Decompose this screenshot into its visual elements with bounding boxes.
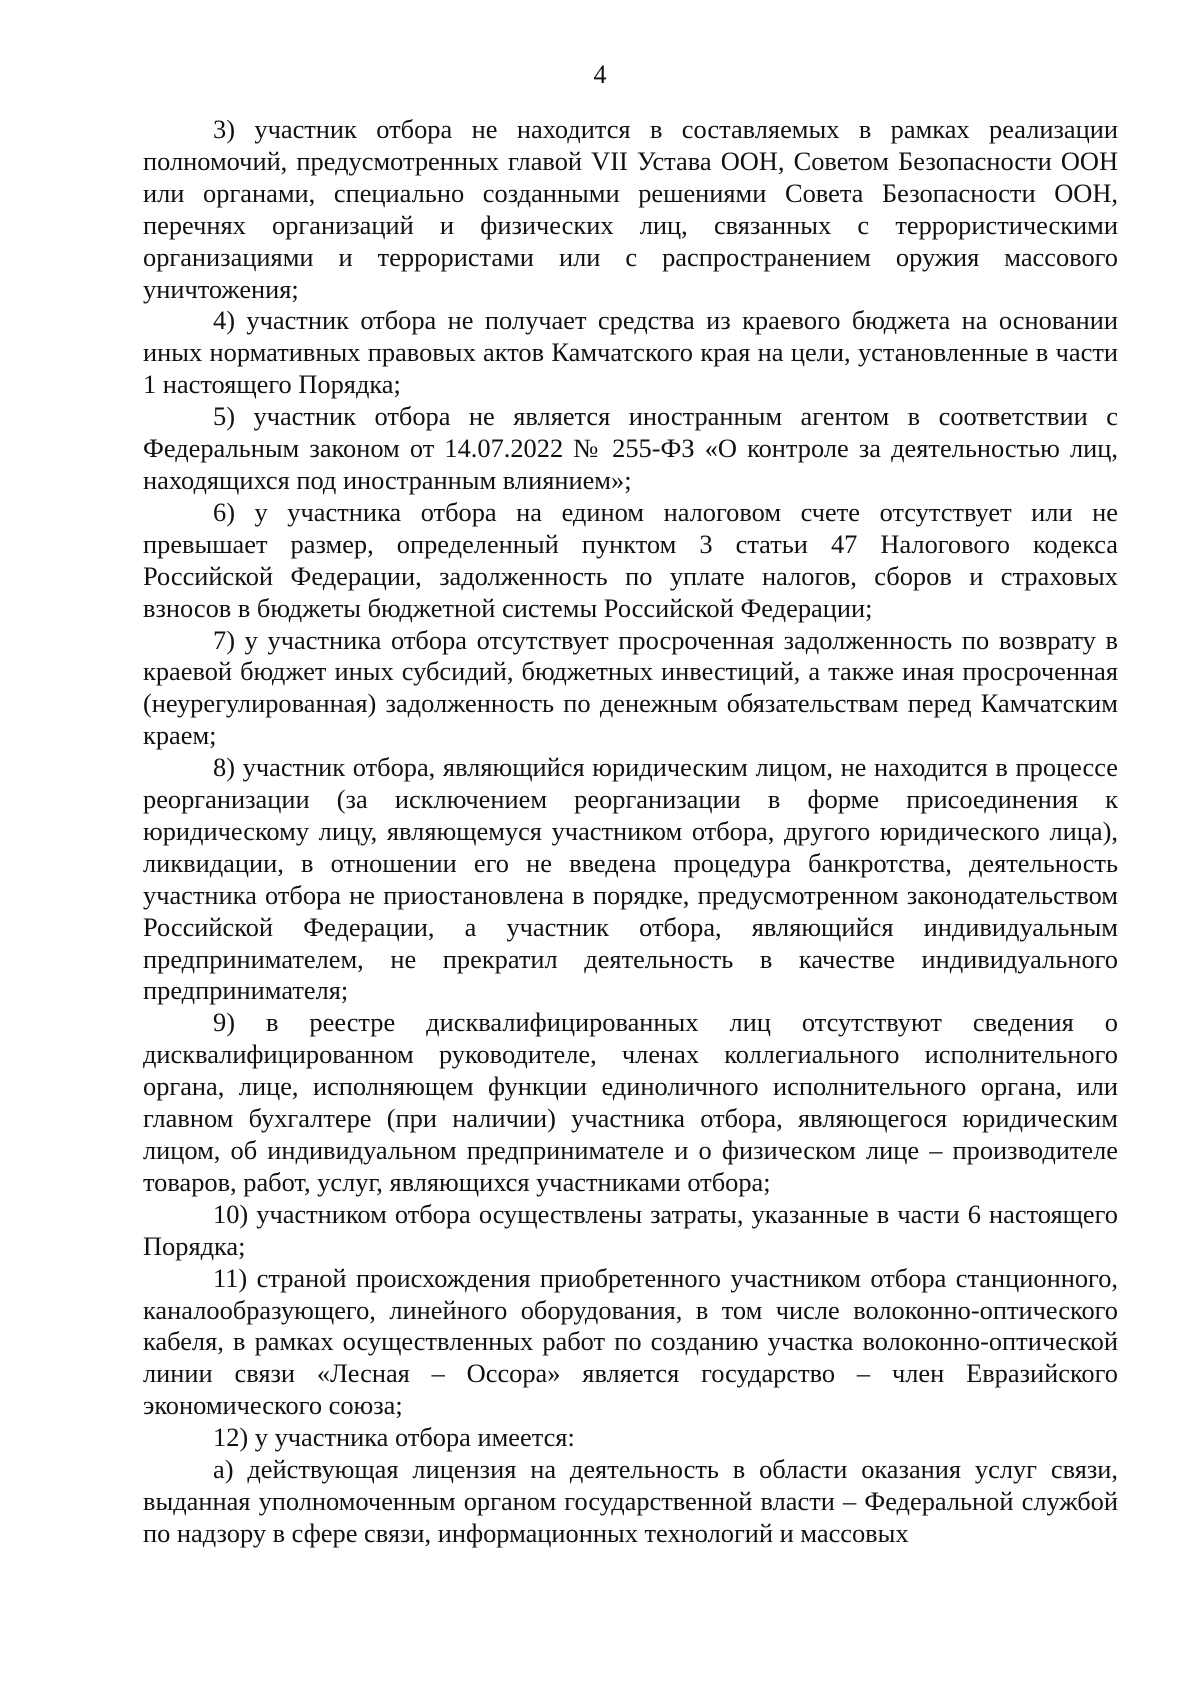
paragraph-subitem-a: а) действующая лицензия на деятельность в области оказания услуг связи, выданная уполномоченным органом государственной власти – Федеральной службой по надзору в сфере связи, информационных технологий и массовых <box>143 1454 1118 1548</box>
document-body <box>143 114 1118 1550</box>
paragraph-item-11: 11) страной происхождения приобретенного участником отбора станционного, каналообразующего, линейного оборудования, в том числе волоконно-оптического кабеля, в рамках осуществленных работ по созданию участка волоконно-оптической линии связи «Лесная – Оссора» является государство – член Евразийского экономического союза; <box>143 1262 1118 1421</box>
paragraph-item-12: 12) у участника отбора имеется: <box>213 1422 575 1453</box>
paragraph-item-10: 10) участником отбора осуществлены затраты, указанные в части 6 настоящего Порядка; <box>143 1198 1118 1261</box>
paragraph-item-6: 6) у участника отбора на едином налоговом счете отсутствует или не превышает размер, определенный пунктом 3 статьи 47 Налогового кодекса Российской Федерации, задолженность по уплате налогов, сборов и страховых взносов в бюджеты бюджетной системы Российской Федерации; <box>143 496 1118 623</box>
paragraph-item-3: 3) участник отбора не находится в составляемых в рамках реализации полномочий, предусмотренных главой VII Устава ООН, Советом Безопасности ООН или органами, специально созданными решениями Совета Безопасности ООН, перечнях организаций и физических лиц, связанных с террористическими организациями и террористами или с распространением оружия массового уничтожения; <box>143 114 1118 304</box>
paragraph-item-7: 7) у участника отбора отсутствует просроченная задолженность по возврату в краевой бюджет иных субсидий, бюджетных инвестиций, а также иная просроченная (неурегулированная) задолженность по денежным обязательствам перед Камчатским краем; <box>143 624 1118 751</box>
page-number: 4 <box>593 60 607 89</box>
paragraph-item-5: 5) участник отбора не является иностранным агентом в соответствии с Федеральным законом от 14.07.2022 № 255-ФЗ «О контроле за деятельностью лиц, находящихся под иностранным влиянием»; <box>143 401 1118 495</box>
paragraph-item-9: 9) в реестре дисквалифицированных лиц отсутствуют сведения о дисквалифицированном руководителе, членах коллегиального исполнительного органа, лице, исполняющем функции единоличного исполнительного органа, или главном бухгалтере (при наличии) участника отбора, являющегося юридическим лицом, об индивидуальном предпринимателе и о физическом лице – производителе товаров, работ, услуг, являющихся участниками отбора; <box>143 1007 1118 1197</box>
paragraph-item-4: 4) участник отбора не получает средства из краевого бюджета на основании иных нормативных правовых актов Камчатского края на цели, установленные в части 1 настоящего Порядка; <box>143 305 1118 400</box>
paragraph-item-8: 8) участник отбора, являющийся юридическим лицом, не находится в процессе реорганизации (за исключением реорганизации в форме присоединения к юридическому лицу, являющемуся участником отбора, другого юридического лица), ликвидации, в отношении его не введена процедура банкротства, деятельность участника отбора не приостановлена в порядке, предусмотренном законодательством Российской Федерации, а участник отбора, являющийся индивидуальным предпринимателем, не прекратил деятельность в качестве индивидуального предпринимателя; <box>143 752 1118 1006</box>
